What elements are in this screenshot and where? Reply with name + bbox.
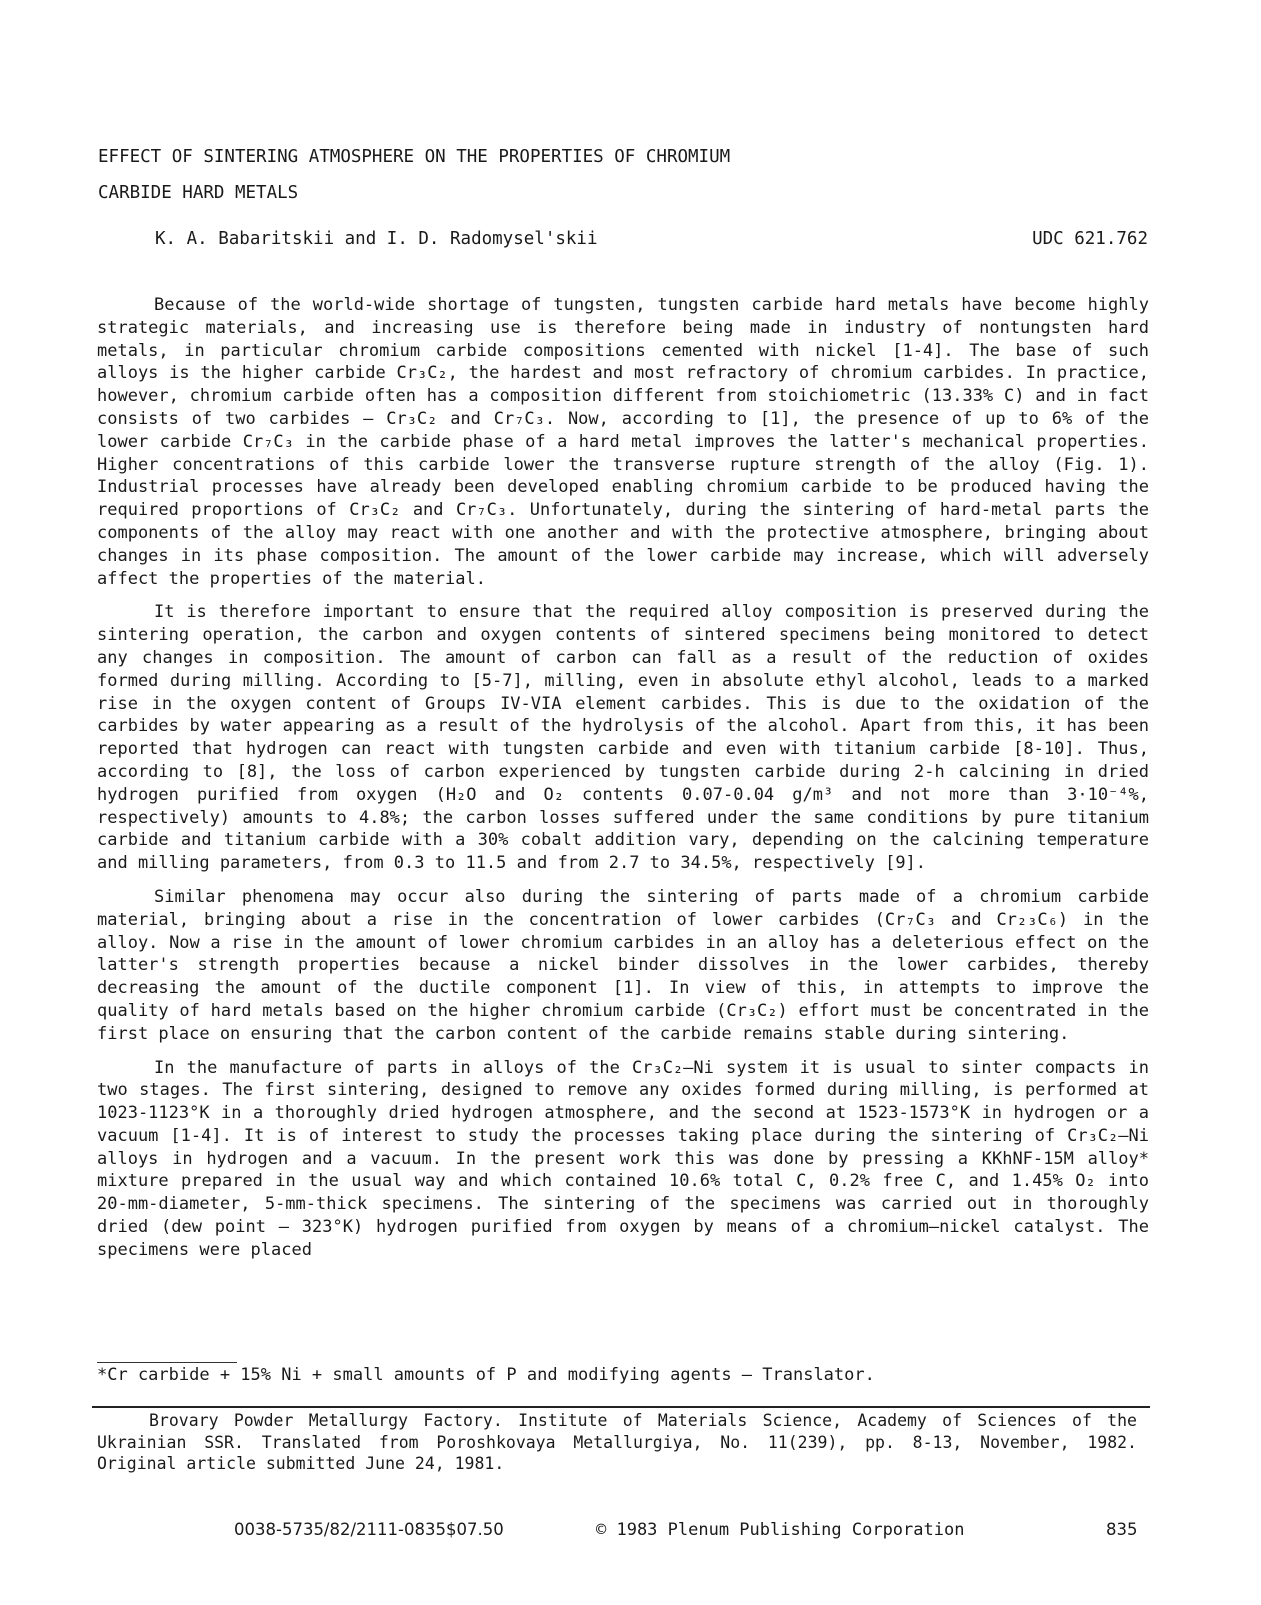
affiliation-divider — [92, 1406, 1150, 1408]
article-body — [97, 294, 1149, 1273]
paragraph-4: In the manufacture of parts in alloys of the Cr₃C₂—Ni system it is usual to sinter compacts in two stages. The first sintering, designed to remove any oxides formed during milling, is performed at 1023-1123°K in a thoroughly dried hydrogen atmosphere, and the second at 1523-1573°K in hydrogen or a vacuum [1-4]. It is of interest to study the processes taking place during the sintering of Cr₃C₂—Ni alloys in hydrogen and a vacuum. In the present work this was done by pressing a KKhNF-15M alloy* mixture prepared in the usual way and which contained 10.6% total C, 0.2% free C, and 1.45% O₂ into 20-mm-diameter, 5-mm-thick specimens. The sintering of the specimens was carried out in thoroughly dried (dew point — 323°K) hydrogen purified from oxygen by means of a chromium—nickel catalyst. The specimens were placed — [97, 1057, 1149, 1260]
authors: K. A. Babaritskii and I. D. Radomysel'skii — [155, 229, 598, 249]
copyright: © 1983 Plenum Publishing Corporation — [596, 1520, 965, 1540]
paragraph-3: Similar phenomena may occur also during the sintering of parts made of a chromium carbide material, bringing about a rise in the concentration of lower carbides (Cr₇C₃ and Cr₂₃C₆) in the alloy. Now a rise in the amount of lower chromium carbides in an alloy has a deleterious effect on the latter's strength properties because a nickel binder dissolves in the lower carbides, thereby decreasing the amount of the ductile component [1]. In view of this, in attempts to improve the quality of hard metals based on the higher chromium carbide (Cr₃C₂) effort must be concentrated in the first place on ensuring that the carbon content of the carbide remains stable during sintering. — [97, 886, 1149, 1044]
title-line-1: EFFECT OF SINTERING ATMOSPHERE ON THE PROPERTIES OF CHROMIUM — [98, 147, 731, 167]
affiliation-note — [97, 1410, 1137, 1475]
footnote-divider — [97, 1362, 237, 1363]
udc-code: UDC 621.762 — [1032, 229, 1148, 249]
title-line-2: CARBIDE HARD METALS — [98, 183, 299, 203]
affiliation-text: Brovary Powder Metallurgy Factory. Institute of Materials Science, Academy of Sciences of the Ukrainian SSR. Translated from Poroshkovaya Metallurgiya, No. 11(239), pp. 8-13, November, 1982. Original article submitted June 24, 1981. — [97, 1411, 1137, 1473]
paragraph-1: Because of the world-wide shortage of tungsten, tungsten carbide hard metals have become highly strategic materials, and increasing use is therefore being made in industry of nontungsten hard metals, in particular chromium carbide compositions cemented with nickel [1-4]. The base of such alloys is the higher carbide Cr₃C₂, the hardest and most refractory of chromium carbides. In practice, however, chromium carbide often has a composition different from stoichiometric (13.33% C) and in fact consists of two carbides — Cr₃C₂ and Cr₇C₃. Now, according to [1], the presence of up to 6% of the lower carbide Cr₇C₃ in the carbide phase of a hard metal improves the latter's mechanical properties. Higher concentrations of this carbide lower the transverse rupture strength of the alloy (Fig. 1). Industrial processes have already been developed enabling chromium carbide to be produced having the required proportions of Cr₃C₂ and Cr₇C₃. Unfortunately, during the sintering of hard-metal parts the components of the alloy may react with one another and with the protective atmosphere, bringing about changes in its phase composition. The amount of the lower carbide may increase, which will adversely affect the properties of the material. — [97, 295, 1149, 589]
footnote: *Cr carbide + 15% Ni + small amounts of P and modifying agents — Translator. — [97, 1365, 875, 1385]
article-code: 0038-5735/82/2111-0835$07.50 — [234, 1520, 504, 1539]
page-number: 835 — [1106, 1520, 1138, 1539]
paragraph-2: It is therefore important to ensure that the required alloy composition is preserved during the sintering operation, the carbon and oxygen contents of sintered specimens being monitored to detect any changes in composition. The amount of carbon can fall as a result of the reduction of oxides formed during milling. According to [5-7], milling, even in absolute ethyl alcohol, leads to a marked rise in the oxygen content of Groups IV-VIA element carbides. This is due to the oxidation of the carbides by water appearing as a result of the hydrolysis of the alcohol. Apart from this, it has been reported that hydrogen can react with tungsten carbide and even with titanium carbide [8-10]. Thus, according to [8], the loss of carbon experienced by tungsten carbide during 2-h calcining in dried hydrogen purified from oxygen (H₂O and O₂ contents 0.07-0.04 g/m³ and not more than 3·10⁻⁴%, respectively) amounts to 4.8%; the carbon losses suffered under the same conditions by pure titanium carbide and titanium carbide with a 30% cobalt addition vary, depending on the calcining temperature and milling parameters, from 0.3 to 11.5 and from 2.7 to 34.5%, respectively [9]. — [97, 602, 1149, 874]
